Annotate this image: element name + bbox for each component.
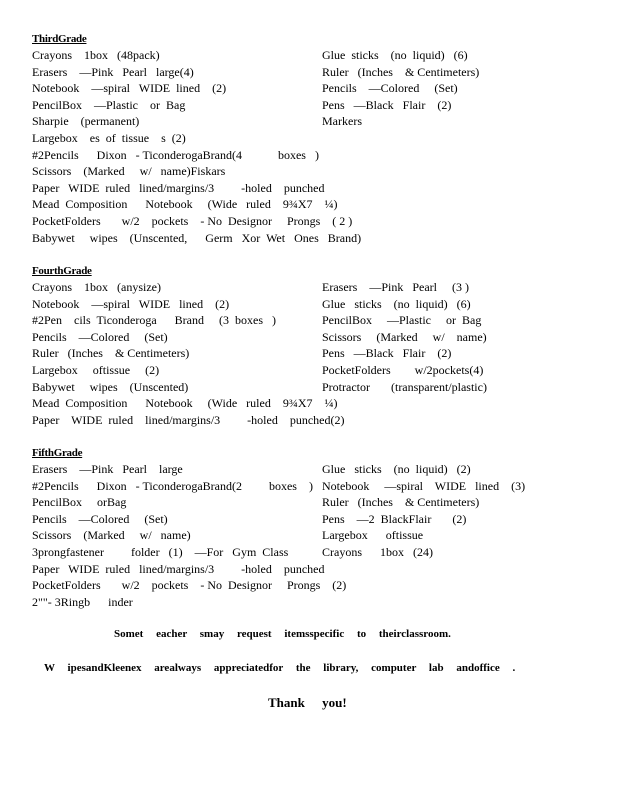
supply-item-left: #2Pencils Dixon - TiconderogaBrand(2 boxes ) bbox=[32, 478, 313, 493]
supply-row bbox=[32, 412, 592, 429]
thank-you-text: Thank you! bbox=[268, 695, 347, 710]
fourth-grade-list bbox=[32, 279, 592, 428]
fifth-grade-list bbox=[32, 461, 592, 610]
supply-row bbox=[32, 113, 592, 130]
supply-item-right: Pens —Black Flair (2) bbox=[322, 97, 452, 112]
supply-item-right: Glue sticks (no liquid) (6) bbox=[322, 296, 471, 311]
supply-item-left: Erasers —Pink Pearl large bbox=[32, 462, 183, 476]
supply-item-left: #2Pencils Dixon - TiconderogaBrand(4 boxes ) bbox=[32, 147, 319, 162]
supply-row bbox=[32, 379, 592, 396]
third-grade-section bbox=[32, 31, 592, 246]
supply-item-right: Markers bbox=[322, 114, 362, 129]
supply-item-left: Pencils —Colored (Set) bbox=[32, 511, 168, 526]
supply-item-left: Erasers —Pink Pearl large(4) bbox=[32, 64, 194, 79]
teacher-request-note: Somet eacher smay request itemsspecific to theirclassroom. bbox=[114, 628, 451, 640]
supply-item-left: Largebox oftissue (2) bbox=[32, 362, 160, 377]
supply-item-right: PocketFolders w/2pockets(4) bbox=[322, 362, 484, 377]
supply-item-left: PencilBox orBag bbox=[32, 495, 127, 510]
supply-row bbox=[32, 80, 592, 97]
supply-row bbox=[32, 130, 592, 147]
supply-row bbox=[32, 561, 592, 578]
supply-item-left: Paper WIDE ruled lined/margins/3 -holed punched(2) bbox=[32, 412, 345, 427]
supply-row bbox=[32, 279, 592, 296]
supply-item-left: Pencils —Colored (Set) bbox=[32, 329, 168, 344]
supply-row bbox=[32, 329, 592, 346]
supply-item-left: PocketFolders w/2 pockets - No Designor Prongs ( 2 ) bbox=[32, 213, 353, 228]
supply-item-right: Scissors (Marked w/ name) bbox=[322, 329, 487, 344]
supply-row bbox=[32, 97, 592, 114]
supply-row bbox=[32, 577, 592, 594]
supply-item-left: Scissors (Marked w/ name) bbox=[32, 528, 191, 543]
supply-item-right: Glue sticks (no liquid) (2) bbox=[322, 462, 471, 476]
supply-item-left: Paper WIDE ruled lined/margins/3 -holed punched bbox=[32, 561, 325, 576]
supply-item-left: #2Pen cils Ticonderoga Brand (3 boxes ) bbox=[32, 313, 276, 328]
supply-row bbox=[32, 395, 592, 412]
supply-row bbox=[32, 213, 592, 230]
supply-row bbox=[32, 362, 592, 379]
supply-row bbox=[32, 345, 592, 362]
third-grade-list bbox=[32, 47, 592, 246]
supply-item-left: Notebook —spiral WIDE lined (2) bbox=[32, 81, 227, 96]
supply-row bbox=[32, 312, 592, 329]
supply-item-right: Erasers —Pink Pearl (3 ) bbox=[322, 280, 469, 294]
supply-item-right: PencilBox —Plastic or Bag bbox=[322, 313, 482, 328]
supply-item-left: Ruler (Inches & Centimeters) bbox=[32, 346, 190, 361]
fifth-grade-section bbox=[32, 445, 592, 610]
supply-row bbox=[32, 180, 592, 197]
supply-item-right: Ruler (Inches & Centimeters) bbox=[322, 495, 480, 510]
supply-item-left: Babywet wipes (Unscented) bbox=[32, 379, 189, 394]
supply-row bbox=[32, 527, 592, 544]
fourth-grade-section bbox=[32, 263, 592, 428]
supply-item-right: Crayons 1box (24) bbox=[322, 544, 433, 559]
third-grade-heading: ThirdGrade bbox=[32, 33, 87, 45]
supply-row bbox=[32, 461, 592, 478]
supply-row bbox=[32, 47, 592, 64]
supply-item-right: Glue sticks (no liquid) (6) bbox=[322, 48, 468, 62]
supply-item-left: PencilBox —Plastic or Bag bbox=[32, 97, 186, 112]
supply-item-left: 2""- 3Ringb inder bbox=[32, 594, 133, 609]
supply-item-left: Scissors (Marked w/ name)Fiskars bbox=[32, 164, 226, 179]
supply-item-left: Crayons 1box (48pack) bbox=[32, 48, 160, 62]
supply-item-left: Babywet wipes (Unscented, Germ Xor Wet Ones Brand) bbox=[32, 230, 362, 245]
supply-item-left: Largebox es of tissue s (2) bbox=[32, 130, 186, 145]
supply-row bbox=[32, 511, 592, 528]
supply-row bbox=[32, 64, 592, 81]
supply-row bbox=[32, 163, 592, 180]
supply-row bbox=[32, 296, 592, 313]
supply-row bbox=[32, 478, 592, 495]
supply-item-left: Crayons 1box (anysize) bbox=[32, 280, 161, 294]
supply-row bbox=[32, 230, 592, 247]
supply-item-right: Largebox oftissue bbox=[322, 528, 424, 543]
supply-item-left: Mead Composition Notebook (Wide ruled 9¾X7 ¼) bbox=[32, 396, 338, 411]
supply-row bbox=[32, 594, 592, 611]
fifth-grade-heading: FifthGrade bbox=[32, 447, 83, 459]
supply-item-left: Paper WIDE ruled lined/margins/3 -holed punched bbox=[32, 180, 325, 195]
supply-item-right: Protractor (transparent/plastic) bbox=[322, 379, 487, 394]
supply-item-right: Pencils —Colored (Set) bbox=[322, 81, 458, 96]
supply-item-left: Sharpie (permanent) bbox=[32, 114, 140, 129]
supply-item-right: Notebook —spiral WIDE lined (3) bbox=[322, 478, 526, 493]
wipes-kleenex-note: W ipesandKleenex arealways appreciatedfor the library, computer lab andoffice . bbox=[44, 662, 516, 674]
supply-item-right: Pens —2 BlackFlair (2) bbox=[322, 511, 467, 526]
supply-item-left: PocketFolders w/2 pockets - No Designor Prongs (2) bbox=[32, 578, 347, 593]
supply-row bbox=[32, 147, 592, 164]
supply-item-right: Pens —Black Flair (2) bbox=[322, 346, 452, 361]
supply-item-left: Notebook —spiral WIDE lined (2) bbox=[32, 296, 230, 311]
supply-row bbox=[32, 544, 592, 561]
supply-row bbox=[32, 196, 592, 213]
fourth-grade-heading: FourthGrade bbox=[32, 265, 92, 277]
supply-item-left: Mead Composition Notebook (Wide ruled 9¾X7 ¼) bbox=[32, 197, 338, 212]
supply-item-left: 3prongfastener folder (1) —For Gym Class bbox=[32, 544, 289, 559]
supply-row bbox=[32, 494, 592, 511]
supply-item-right: Ruler (Inches & Centimeters) bbox=[322, 64, 480, 79]
